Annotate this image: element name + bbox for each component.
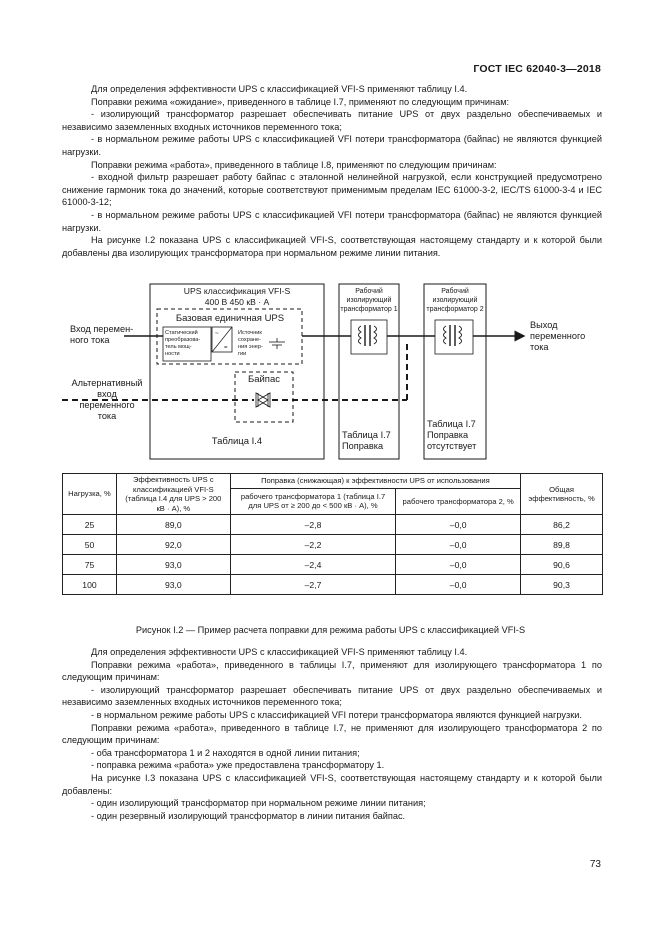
- table-cell: –2,8: [230, 515, 396, 535]
- table-cell: 89,0: [116, 515, 230, 535]
- storage-label: сохране-: [238, 337, 261, 343]
- header-correction: Поправка (снижающая) к эффективности UPS от использования: [230, 474, 520, 489]
- table-cell: 100: [63, 575, 117, 595]
- table-cell: 25: [63, 515, 117, 535]
- ups-diagram: [62, 276, 602, 468]
- paragraph: - оба трансформатора 1 и 2 находятся в одной линии питания;: [91, 747, 360, 758]
- paragraph: - в нормальном режиме работы UPS с классификацией VFI потери трансформатора (байпас) не являются функцией нагрузки.: [62, 209, 602, 233]
- alt-input-label: переменного: [79, 400, 135, 410]
- converter-label: преобразова-: [165, 337, 201, 343]
- table-row: [63, 575, 603, 595]
- storage-label: гии: [238, 351, 247, 357]
- converter-label: тель мощ-: [165, 344, 192, 350]
- table-cell: –0,0: [396, 575, 521, 595]
- alt-input-label: тока: [97, 411, 117, 421]
- page-number: 73: [589, 859, 601, 870]
- paragraph: Поправки режима «работа», приведенного в таблицы I.7, применяют для изолирующего трансформатора 1 по следующим причинам:: [62, 659, 602, 683]
- figure-caption: Рисунок I.2 — Пример расчета поправки для режима работы UPS с классификацией VFI-S: [135, 625, 526, 635]
- t2-table-label: Поправка: [427, 430, 469, 440]
- transformer-1-label: Рабочий: [355, 288, 383, 295]
- table-cell: –0,0: [396, 515, 521, 535]
- paragraph: Поправки режима «работа», приведенного в таблице I.8, применяют по следующим причинам:: [91, 159, 497, 170]
- transformer-2-label: трансформатор 2: [426, 306, 484, 313]
- table-cell: 90,6: [521, 555, 603, 575]
- paragraph: - изолирующий трансформатор разрешает обеспечивать питание UPS от двух раздельно обеспечиваемых и независимо заземленных входных источников переменного тока;: [62, 684, 602, 708]
- alt-input-label: Альтернативный: [71, 378, 143, 388]
- paragraph: Для определения эффективности UPS с классификацией VFI-S применяют таблицу I.4.: [91, 84, 468, 94]
- paragraph: На рисунке I.3 показана UPS с классификацией VFI-S, соответствующая настоящему стандарту и к которой были добавлены:: [62, 772, 602, 796]
- paragraph: - в нормальном режиме работы UPS с классификацией VFI потери трансформатора являются функцией нагрузки.: [91, 709, 582, 720]
- alt-input-label: вход: [97, 389, 117, 399]
- transformer-1-label: изолирующий: [346, 297, 392, 304]
- converter-label: ности: [165, 351, 180, 357]
- intro-text: [62, 83, 602, 259]
- output-label: тока: [530, 342, 549, 352]
- table-cell: –2,7: [230, 575, 396, 595]
- input-label: ного тока: [70, 335, 110, 345]
- paragraph: - изолирующий трансформатор разрешает обеспечивать питание UPS от двух раздельно обеспечиваемых и независимо заземленных входных источников переменного тока;: [62, 109, 602, 132]
- transformer-2-label: Рабочий: [441, 288, 469, 295]
- table-cell: –0,0: [396, 555, 521, 575]
- paragraph: Поправки режима «работа», приведенного в таблице I.7, не применяют для изолирующего трансформатора 2 по следующим причинам:: [62, 722, 602, 746]
- paragraph: - в нормальном режиме работы UPS с классификацией VFI потери трансформатора (байпас) не являются функцией нагрузки.: [62, 134, 602, 157]
- t1-table-label: Таблица I.7: [342, 430, 391, 440]
- table-cell: 86,2: [521, 515, 603, 535]
- table-row: [63, 535, 603, 555]
- paragraph: Поправки режима «ожидание», приведенного в таблице I.7, применяют по следующим причинам:: [91, 96, 510, 107]
- table-cell: 50: [63, 535, 117, 555]
- t2-table-label: отсутствует: [427, 441, 477, 451]
- table-cell: 90,3: [521, 575, 603, 595]
- header-transformer-2: рабочего трансформатора 2, %: [396, 488, 521, 514]
- ups-title: UPS классификация VFI-S: [183, 286, 291, 296]
- efficiency-table: [62, 473, 603, 595]
- header-load: Нагрузка, %: [63, 474, 117, 515]
- t1-table-label: Поправка: [342, 441, 384, 451]
- header-efficiency: Эффективность UPS с классификацией VFI-S (таблица I.4 для UPS > 200 кВ · А), %: [116, 474, 230, 515]
- storage-label: ния энер-: [238, 344, 263, 350]
- ac-glyph: ~: [215, 331, 219, 337]
- transformer-2-symbol: [435, 320, 473, 354]
- t2-table-label: Таблица I.7: [427, 419, 476, 429]
- table-cell: –2,4: [230, 555, 396, 575]
- table-row: [63, 515, 603, 535]
- storage-label: Источник: [238, 330, 262, 336]
- transformer-1-symbol: [351, 320, 387, 354]
- ups-rating: 400 В 450 кВ · А: [204, 297, 270, 307]
- dc-glyph: =: [224, 345, 228, 351]
- table-i4-label: Таблица I.4: [211, 436, 263, 447]
- paragraph: - один изолирующий трансформатор при нормальном режиме линии питания;: [91, 798, 426, 809]
- paragraph: - входной фильтр разрешает работу байпас с эталонной нелинейной нагрузкой, если конструкцией предусмотрено снижение гармоник тока до значений, которые соответствуют применимым пределам IEC 61000-3-2, IEC/TS 61000-3-4 и IEC 61000-3-12;: [62, 172, 602, 208]
- header-total: Общая эффективность, %: [521, 474, 603, 515]
- header-transformer-1: рабочего трансформатора 1 (таблица I.7 для UPS от ≥ 200 до < 500 кВ · А), %: [230, 488, 396, 514]
- table-cell: 92,0: [116, 535, 230, 555]
- document-header: ГОСТ IEC 62040-3—2018: [473, 63, 601, 75]
- table-cell: 93,0: [116, 555, 230, 575]
- paragraph: На рисунке I.2 показана UPS с классификацией VFI-S, соответствующая настоящему стандарту и к которой были добавлены два изолирующих трансформатора при нормальном режиме линии питания.: [62, 235, 602, 258]
- battery-icon: [269, 338, 285, 349]
- input-label: Вход перемен-: [70, 324, 134, 334]
- table-cell: 93,0: [116, 575, 230, 595]
- transformer-2-label: изолирующий: [432, 297, 478, 304]
- bypass-label: Байпас: [247, 374, 281, 385]
- body-text: [62, 646, 602, 822]
- table-cell: 75: [63, 555, 117, 575]
- paragraph: - один резервный изолирующий трансформатор в линии питания байпас.: [91, 810, 406, 821]
- transformer-1-label: трансформатор 1: [340, 306, 398, 313]
- paragraph: Для определения эффективности UPS с классификацией VFI-S применяют таблицу I.4.: [91, 647, 468, 657]
- table-cell: 89,8: [521, 535, 603, 555]
- base-unit-label: Базовая единичная UPS: [175, 313, 285, 324]
- table-row: [63, 555, 603, 575]
- output-label: Выход: [530, 320, 558, 330]
- thyristor-icon: [256, 393, 270, 407]
- paragraph: - поправка режима «работа» уже предоставлена трансформатору 1.: [91, 760, 385, 771]
- output-label: переменного: [530, 331, 586, 341]
- converter-label: Статический: [165, 330, 198, 336]
- table-cell: –0,0: [396, 535, 521, 555]
- table-cell: –2,2: [230, 535, 396, 555]
